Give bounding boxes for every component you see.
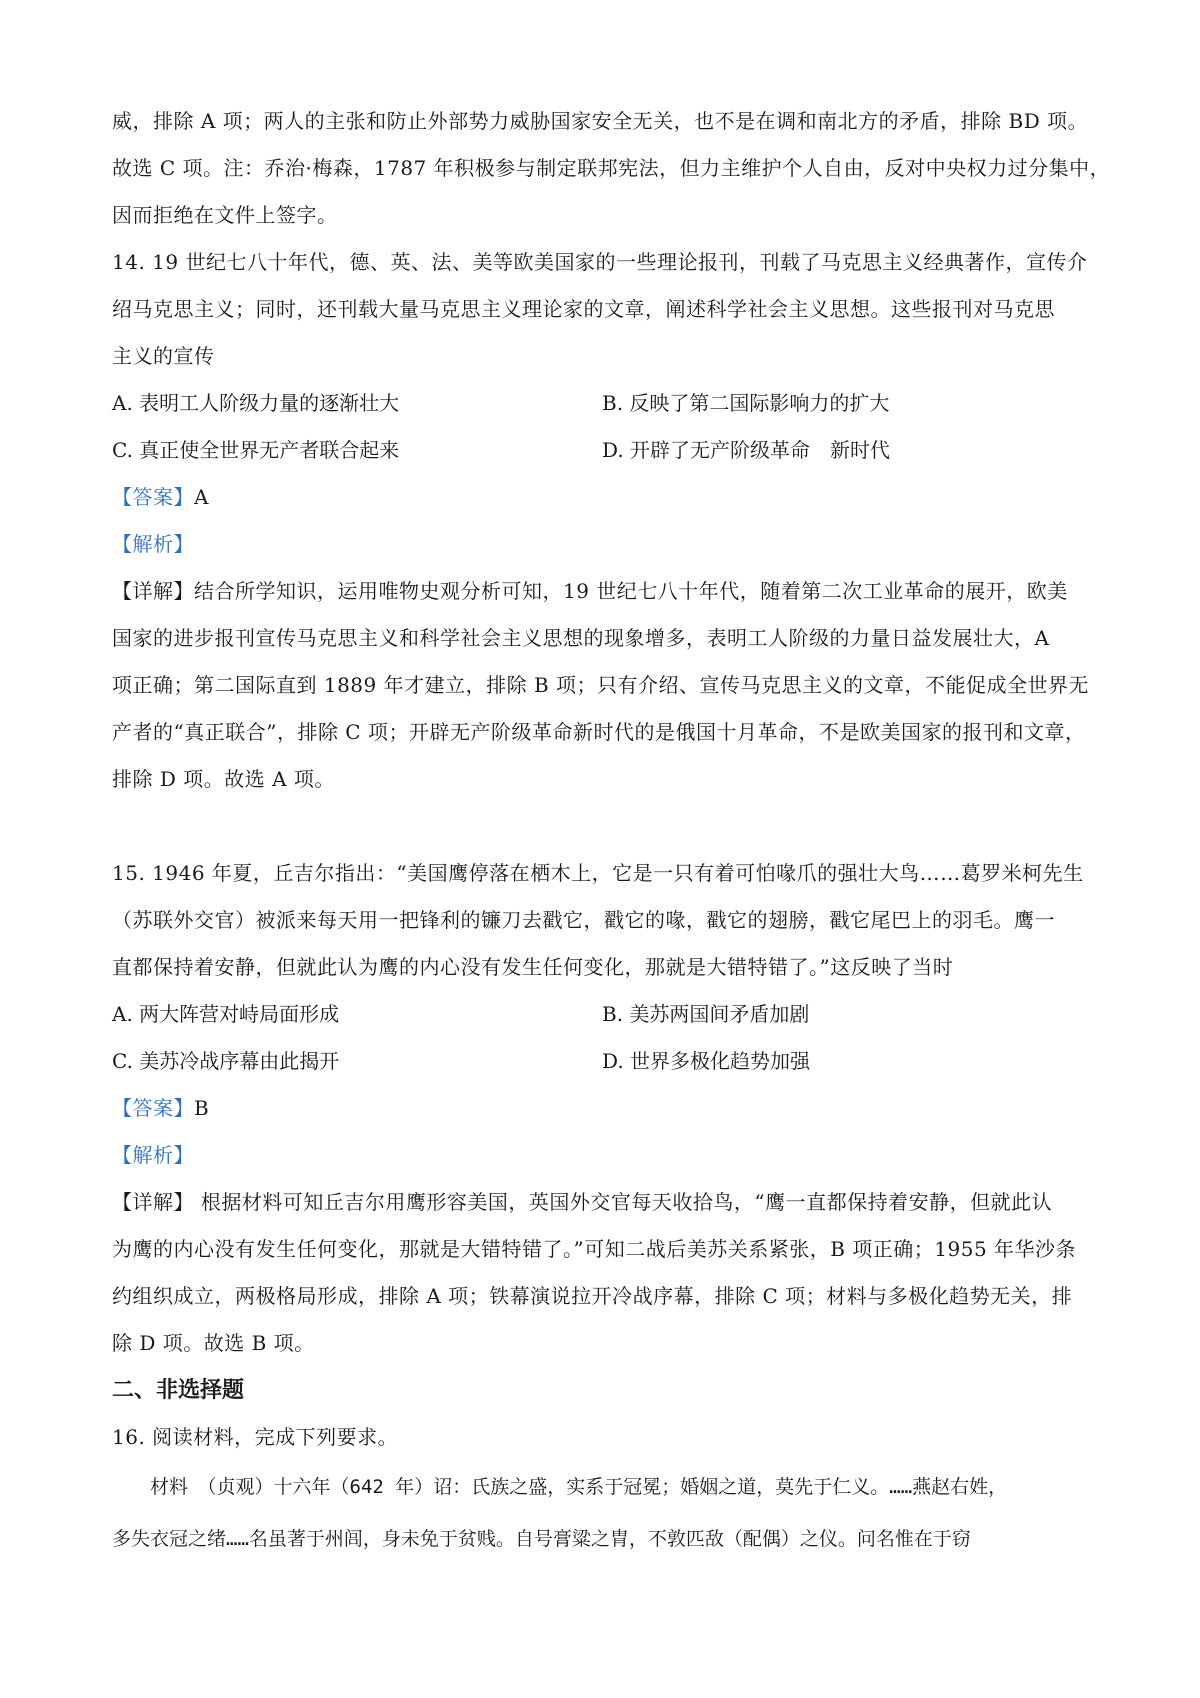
q14-detail-text-1: 结合所学知识，运用唯物史观分析可知，19 世纪七八十年代，随着第二次工业革命的展开，欧美 — [194, 579, 1068, 603]
q16-material-line-1: 材料 （贞观）十六年（642 年）诏：氏族之盛，实系于冠冕；婚姻之道，莫先于仁义。……燕赵右姓， — [112, 1476, 1008, 1498]
q15-detail-line-4: 除 D 项。故选 B 项。 — [112, 1331, 315, 1355]
q14-stem-line-3: 主义的宣传 — [112, 344, 215, 368]
q14-option-b: B. 反映了第二国际影响力的扩大 — [602, 391, 890, 415]
q15-option-a: A. 两大阵营对峙局面形成 — [112, 1002, 340, 1026]
q14-detail-line-1 — [112, 568, 1102, 615]
q15-options-row-2 — [112, 1038, 1102, 1085]
intro-line-3: 因而拒绝在文件上签字。 — [112, 203, 338, 227]
q15-option-c: C. 美苏冷战序幕由此揭开 — [112, 1049, 340, 1073]
q14-option-c: C. 真正使全世界无产者联合起来 — [112, 438, 400, 462]
spacer — [112, 803, 1102, 850]
q15-detail-text-1: 根据材料可知丘吉尔用鹰形容美国，英国外交官每天收拾鸟，“鹰一直都保持着安静，但就此认 — [194, 1190, 1053, 1214]
analysis-tag: 【解析】 — [112, 1143, 194, 1167]
q14-stem-line-2: 绍马克思主义；同时，还刊载大量马克思主义理论家的文章，阐述科学社会主义思想。这些报刊对马克思 — [112, 297, 1055, 321]
q14-options-row-1 — [112, 380, 1102, 427]
answer-tag: 【答案】 — [112, 485, 194, 509]
q14-answer — [112, 474, 1102, 521]
q14-detail-line-4: 产者的“真正联合”，排除 C 项；开辟无产阶级革命新时代的是俄国十月革命，不是欧美国家的报刊和文章， — [112, 720, 1086, 744]
q15-option-d: D. 世界多极化趋势加强 — [602, 1049, 811, 1073]
q15-options-row-1 — [112, 991, 1102, 1038]
q14-option-d: D. 开辟了无产阶级革命 新时代 — [602, 438, 891, 462]
q15-detail-line-3: 约组织成立，两极格局形成，排除 A 项；铁幕演说拉开冷战序幕，排除 C 项；材料与多极化趋势无关，排 — [112, 1284, 1073, 1308]
q14-stem-line-1: 14. 19 世纪七八十年代，德、英、法、美等欧美国家的一些理论报刊，刊载了马克思主义经典著作，宣传介 — [112, 250, 1088, 274]
q15-stem-line-2: （苏联外交官）被派来每天用一把锋利的镰刀去戳它，戳它的喙，戳它的翅膀，戳它尾巴上的羽毛。鹰一 — [112, 908, 1055, 932]
intro-line-1: 威，排除 A 项；两人的主张和防止外部势力威胁国家安全无关，也不是在调和南北方的矛盾，排除 BD 项。 — [112, 109, 1089, 133]
page-content — [112, 98, 1111, 1565]
q15-analysis — [112, 1132, 1102, 1179]
q14-detail-line-2: 国家的进步报刊宣传马克思主义和科学社会主义思想的现象增多，表明工人阶级的力量日益发展壮大，A — [112, 626, 1050, 650]
detail-tag: 【详解】 — [112, 1190, 194, 1214]
answer-tag: 【答案】 — [112, 1096, 194, 1120]
detail-tag: 【详解】 — [112, 579, 194, 603]
section-heading: 二、非选择题 — [112, 1378, 245, 1403]
q15-option-b: B. 美苏两国间矛盾加剧 — [602, 1002, 810, 1026]
q15-detail-line-1 — [112, 1179, 1102, 1226]
q15-stem-line-3: 直都保持着安静，但就此认为鹰的内心没有发生任何变化，那就是大错特错了。”这反映了当时 — [112, 955, 954, 979]
q14-analysis — [112, 521, 1102, 568]
analysis-tag: 【解析】 — [112, 532, 194, 556]
q15-answer-value: B — [194, 1096, 210, 1120]
q14-option-a: A. 表明工人阶级力量的逐渐壮大 — [112, 391, 400, 415]
q14-answer-value: A — [194, 485, 209, 509]
q14-detail-line-3: 项正确；第二国际直到 1889 年才建立，排除 B 项；只有介绍、宣传马克思主义的文章，不能促成全世界无 — [112, 673, 1090, 697]
q15-answer — [112, 1085, 1102, 1132]
intro-line-2: 故选 C 项。注：乔治·梅森，1787 年积极参与制定联邦宪法，但力主维护个人自由，反对中央权力过分集中， — [112, 156, 1111, 180]
q15-stem-line-1: 15. 1946 年夏，丘吉尔指出：“美国鹰停落在栖木上，它是一只有着可怕喙爪的强壮大鸟……葛罗米柯先生 — [112, 861, 1084, 885]
q16-stem: 16. 阅读材料，完成下列要求。 — [112, 1425, 399, 1449]
q14-options-row-2 — [112, 427, 1102, 474]
q15-detail-line-2: 为鹰的内心没有发生任何变化，那就是大错特错了。”可知二战后美苏关系紧张，B 项正确；1955 年华沙条 — [112, 1237, 1077, 1261]
q16-material-line-2: 多失衣冠之绪……名虽著于州闾，身未免于贫贱。自号膏粱之胄，不敦匹敌（配偶）之仪。问名惟在于窃 — [112, 1528, 971, 1550]
q14-detail-line-5: 排除 D 项。故选 A 项。 — [112, 767, 335, 791]
